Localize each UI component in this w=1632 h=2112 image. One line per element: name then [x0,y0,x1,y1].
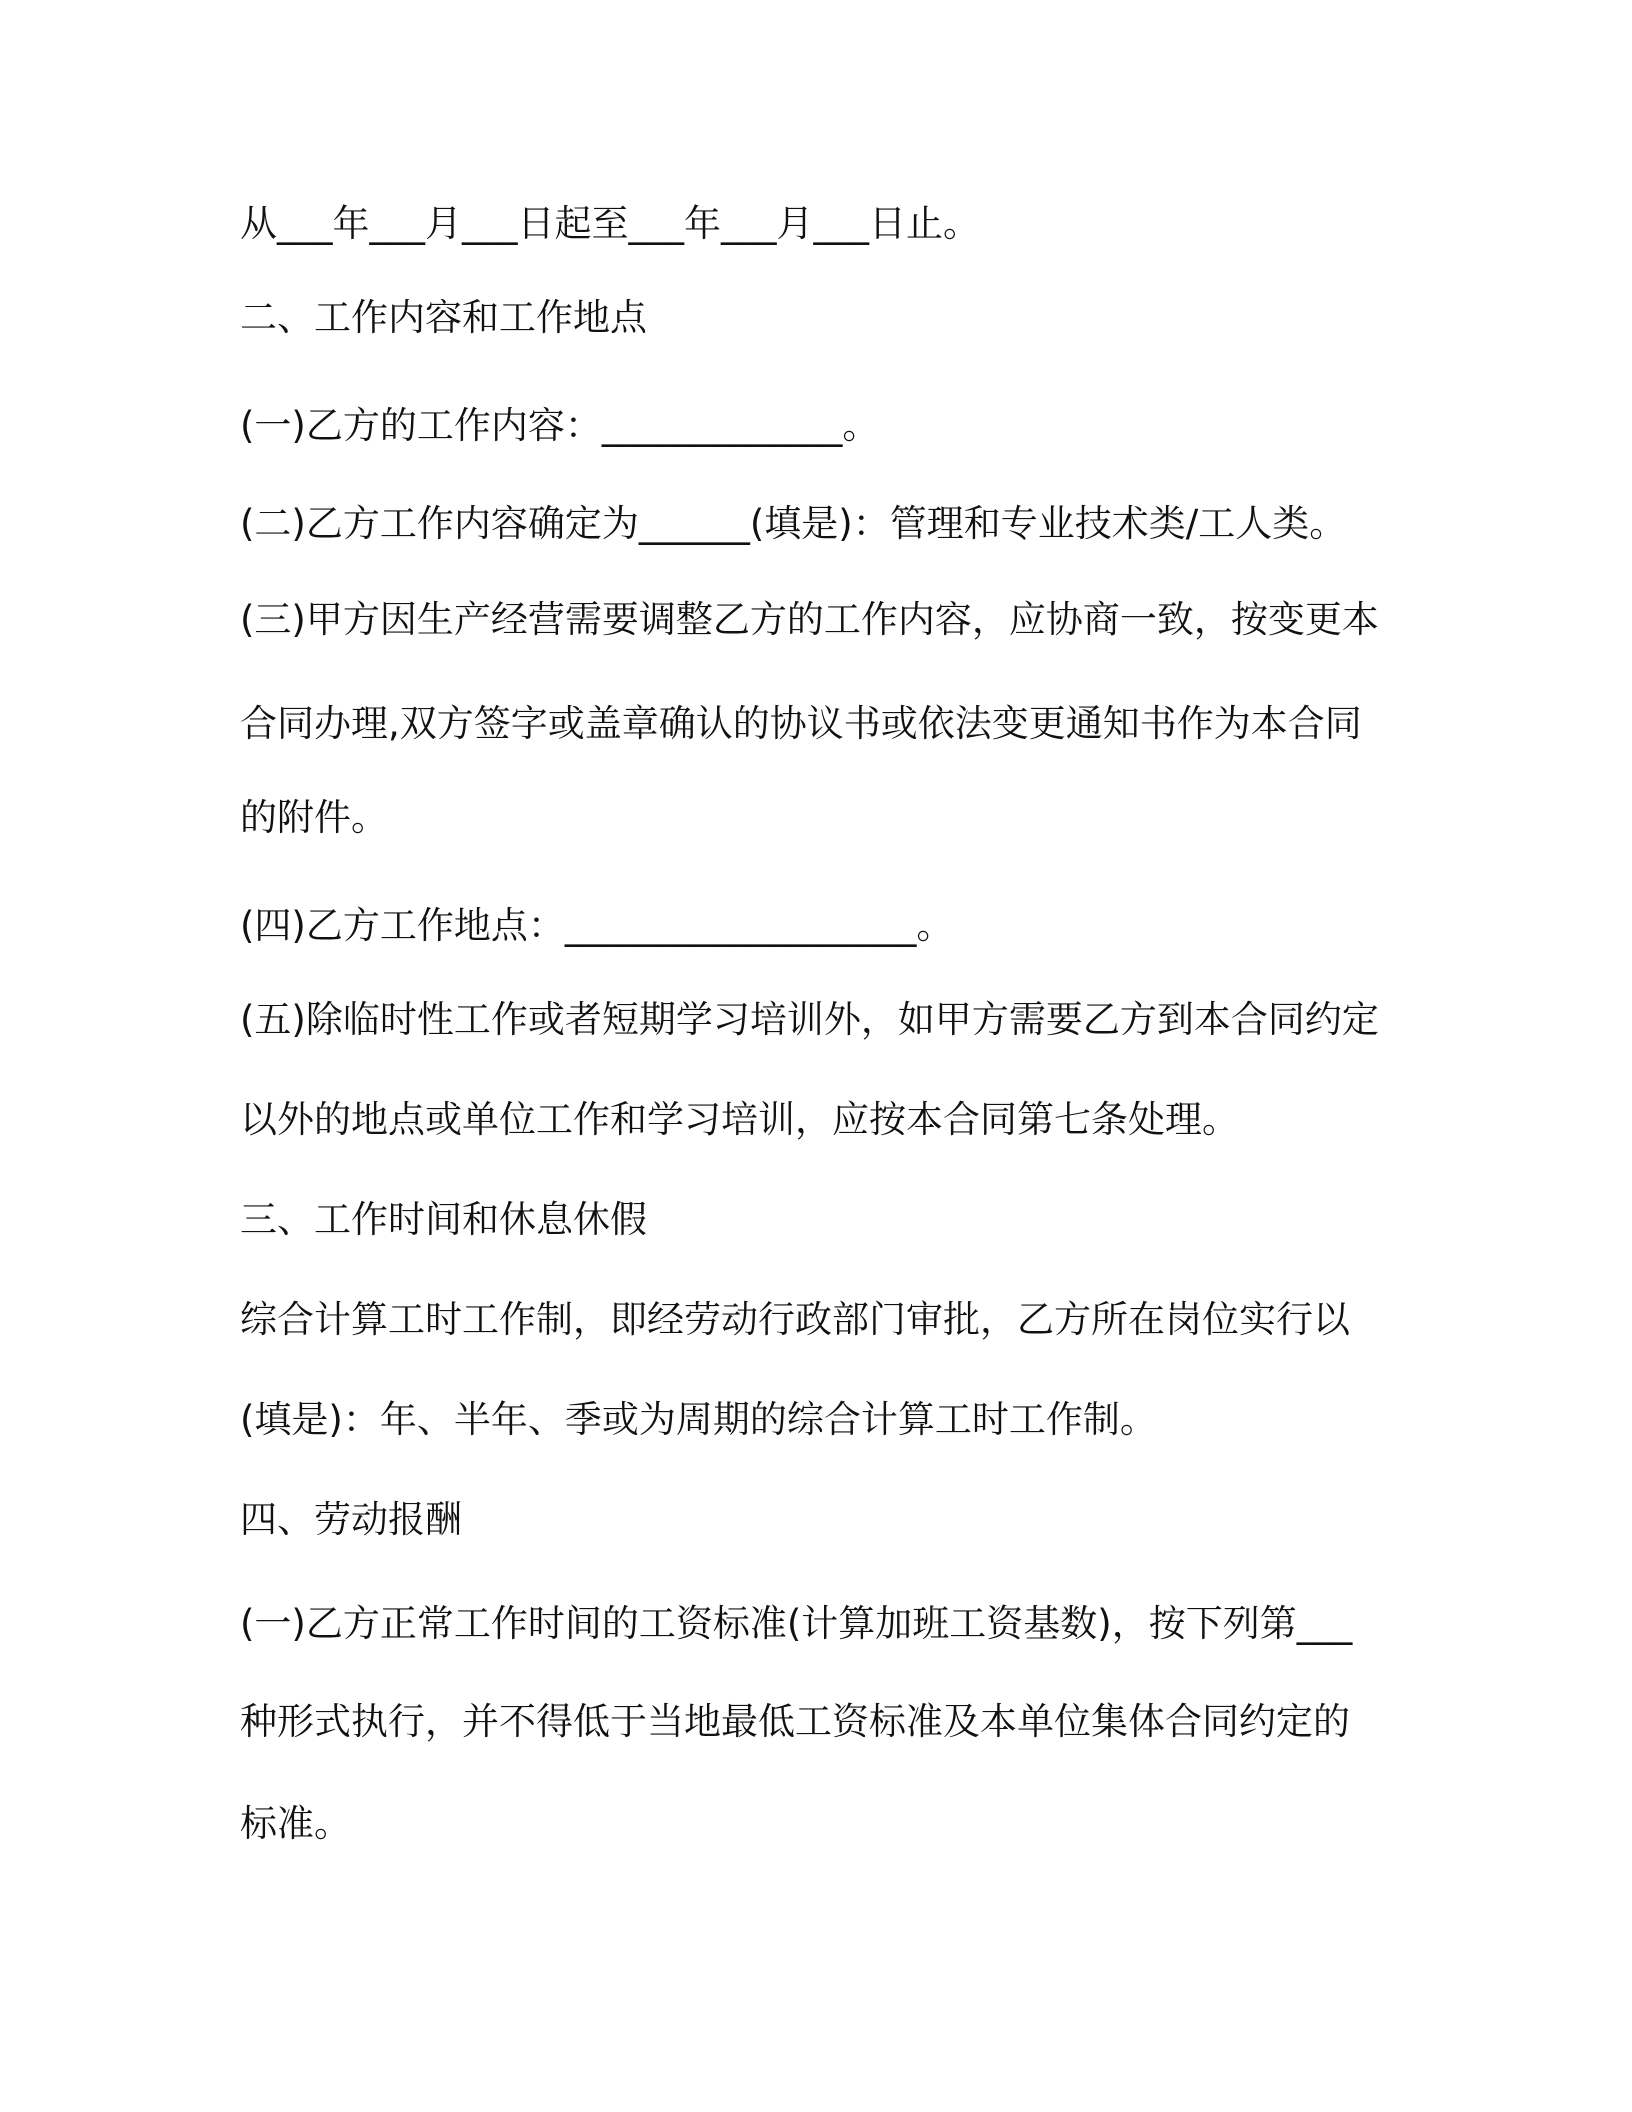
section-heading-work-content: 二、工作内容和工作地点 [240,296,647,339]
paragraph-line: (五)除临时性工作或者短期学习培训外，如甲方需要乙方到本合同约定 [240,998,1379,1041]
paragraph-line: (一)乙方正常工作时间的工资标准(计算加班工资基数)，按下列第___ [240,1602,1353,1645]
section-heading-work-time: 三、工作时间和休息休假 [240,1198,647,1241]
date-range-line: 从___年___月___日起至___年___月___日止。 [240,202,980,245]
paragraph-line: (填是)：年、半年、季或为周期的综合计算工时工作制。 [240,1398,1157,1441]
section-heading-remuneration: 四、劳动报酬 [240,1498,462,1541]
paragraph-line: 综合计算工时工作制，即经劳动行政部门审批，乙方所在岗位实行以 [240,1298,1350,1341]
paragraph-line: 种形式执行，并不得低于当地最低工资标准及本单位集体合同约定的 [240,1700,1350,1743]
paragraph-line: (四)乙方工作地点：___________________。 [240,904,954,947]
paragraph-line: (一)乙方的工作内容：_____________。 [240,404,880,447]
paragraph-line: 标准。 [240,1802,351,1845]
paragraph-line: (二)乙方工作内容确定为______(填是)：管理和专业技术类/工人类。 [240,502,1347,545]
paragraph-line: (三)甲方因生产经营需要调整乙方的工作内容，应协商一致，按变更本 [240,598,1379,641]
paragraph-line: 合同办理,双方签字或盖章确认的协议书或依法变更通知书作为本合同 [240,702,1362,745]
paragraph-line: 以外的地点或单位工作和学习培训，应按本合同第七条处理。 [240,1098,1239,1141]
paragraph-line: 的附件。 [240,796,388,839]
